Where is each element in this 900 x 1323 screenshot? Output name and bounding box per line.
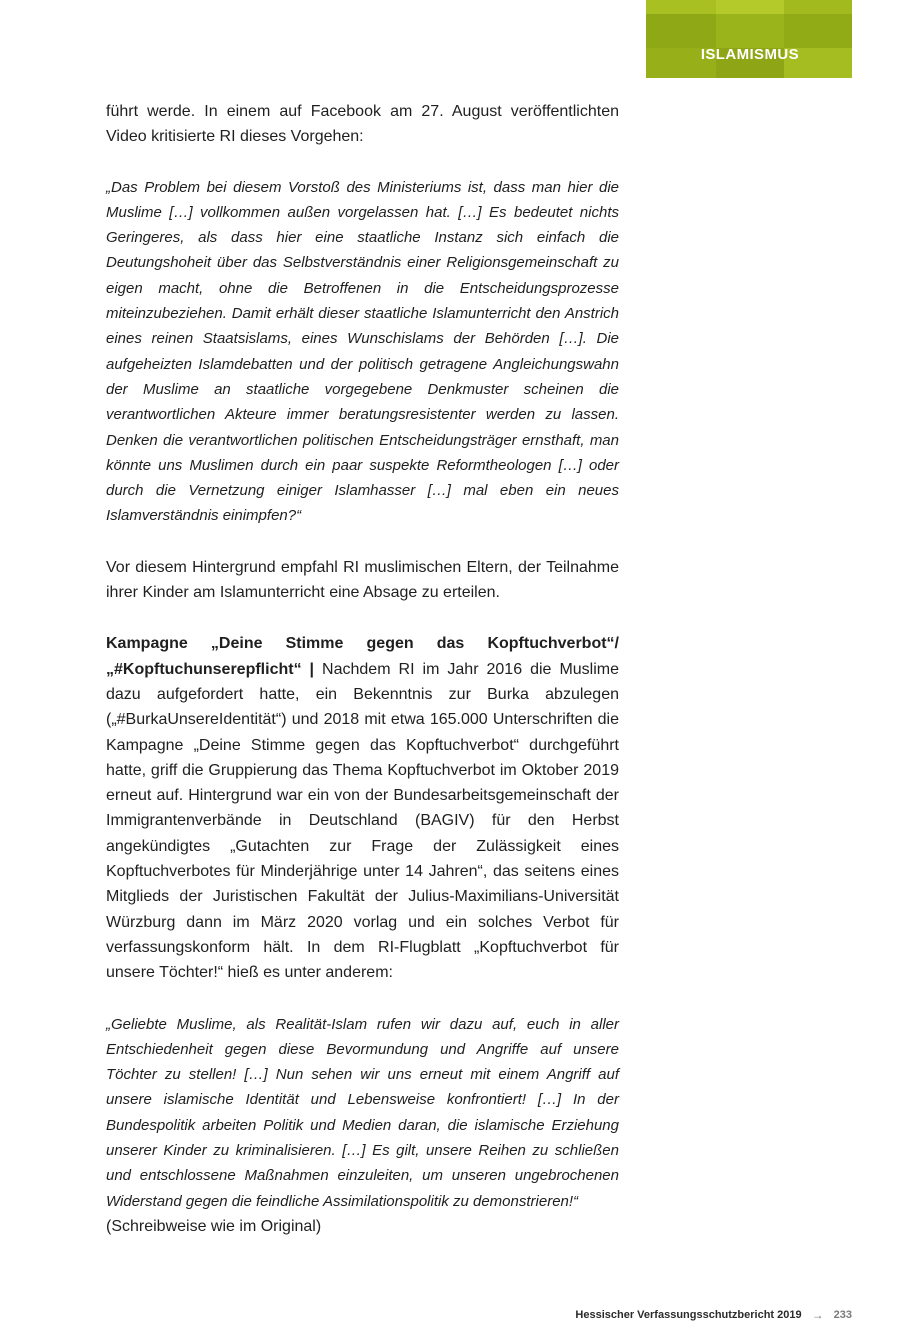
- quote-block: „Das Problem bei diesem Vorstoß des Ministeriums ist, dass man hier die Muslime […] vollkommen außen vorgelassen hat. […] Es bedeutet nichts Geringeres, als dass hier eine staatliche Instanz sich einfach die Deutungshoheit über das Selbstverständnis einer Religionsgemeinschaft zu eigen macht, ohne die Betroffenen in die Entscheidungsprozesse miteinzubeziehen. Damit erhält dieser staatliche Islamunterricht den Anstrich eines reinen Staatsislams, eines Wunschislams der Behörden […]. Die aufgeheizten Islamdebatten und der politisch getragene Angleichungswahn der Muslime an staatliche vorgegebene Denkmuster scheinen die verantwortlichen Akteure immer beratungsresistenter werden zu lassen. Denken die verantwortlichen politischen Entscheidungsträger ernsthaft, man könnte uns Muslimen durch ein paar suspekte Reformtheologen […] oder durch die Vernetzung einiger Islamhasser […] mal eben ein neues Islamverständnis einimpfen?“: [106, 178, 619, 525]
- tab-tile: [716, 14, 784, 48]
- main-text: [106, 99, 619, 1239]
- report-title: Hessischer Verfassungsschutzbericht 2019: [575, 1309, 802, 1321]
- section-heading: Kampagne „Deine Stimme gegen das Kopftuchverbot“/„#Kopftuchunserepflicht“ |: [106, 635, 619, 678]
- right-arrow-icon: →: [811, 1308, 824, 1322]
- section-tab: [646, 0, 852, 78]
- paragraph-recommendation: Vor diesem Hintergrund empfahl RI muslimischen Eltern, der Teilnahme ihrer Kinder am Islamunterricht eine Absage zu erteilen.: [106, 558, 619, 602]
- tab-tile: [646, 14, 716, 48]
- campaign-text: Nachdem RI im Jahr 2016 die Muslime dazu aufgefordert hatte, ein Bekenntnis zur Burka abzulegen („#BurkaUnsereIdentität“) und 2018 mit etwa 165.000 Unterschriften die Kampagne „Deine Stimme gegen das Kopftuchverbot“ durchgeführt hatte, griff die Gruppierung das Thema Kopftuchverbot im Oktober 2019 erneut auf. Hintergrund war ein von der Bundesarbeitsgemeinschaft der Immigrantenverbände in Deutschland (BAGIV) für den Herbst angekündigtes „Gutachten zur Frage der Zulässigkeit eines Kopftuchverbotes für Minderjährige unter 14 Jahren“, das seitens eines Mitglieds der Juristischen Fakultät der Julius-Maximilians-Universität Würzburg dann im März 2020 vorlag und ein solches Verbot für verfassungskonform hält. In dem RI-Flugblatt „Kopftuchverbot für unsere Töchter!“ hieß es unter anderem:: [106, 660, 620, 982]
- section-label: ISLAMISMUS: [700, 46, 799, 63]
- page-footer: [575, 1308, 852, 1322]
- flyer-quote-block: „Geliebte Muslime, als Realität-Islam rufen wir dazu auf, euch in aller Entschiedenheit gegen diese Bevormundung und Angriffe auf unsere Töchter zu stellen! […] Nun sehen wir uns erneut mit einem Angriff auf unsere islamische Identität und Lebensweise konfrontiert! […] In der Bundespolitik arbeiten Politik und Medien daran, die islamische Erziehung unserer Kinder zu kriminalisieren. […] Es gilt, unsere Reihen zu schließen und entschlossene Maßnahmen einzuleiten, um unseren ungebrochenen Widerstand gegen die feindliche Assimilationspolitik zu demonstrieren!“: [106, 1015, 619, 1210]
- page-number: 233: [833, 1309, 852, 1321]
- campaign-paragraph: [106, 631, 619, 985]
- spelling-note: (Schreibweise wie im Original): [106, 1217, 322, 1235]
- tab-tile: [646, 0, 716, 14]
- tab-tile: [784, 14, 852, 48]
- tab-tile: [784, 0, 852, 14]
- tab-tile: [716, 0, 784, 14]
- intro-paragraph: führt werde. In einem auf Facebook am 27. August veröffentlichten Video kritisierte RI dieses Vorgehen:: [106, 103, 619, 146]
